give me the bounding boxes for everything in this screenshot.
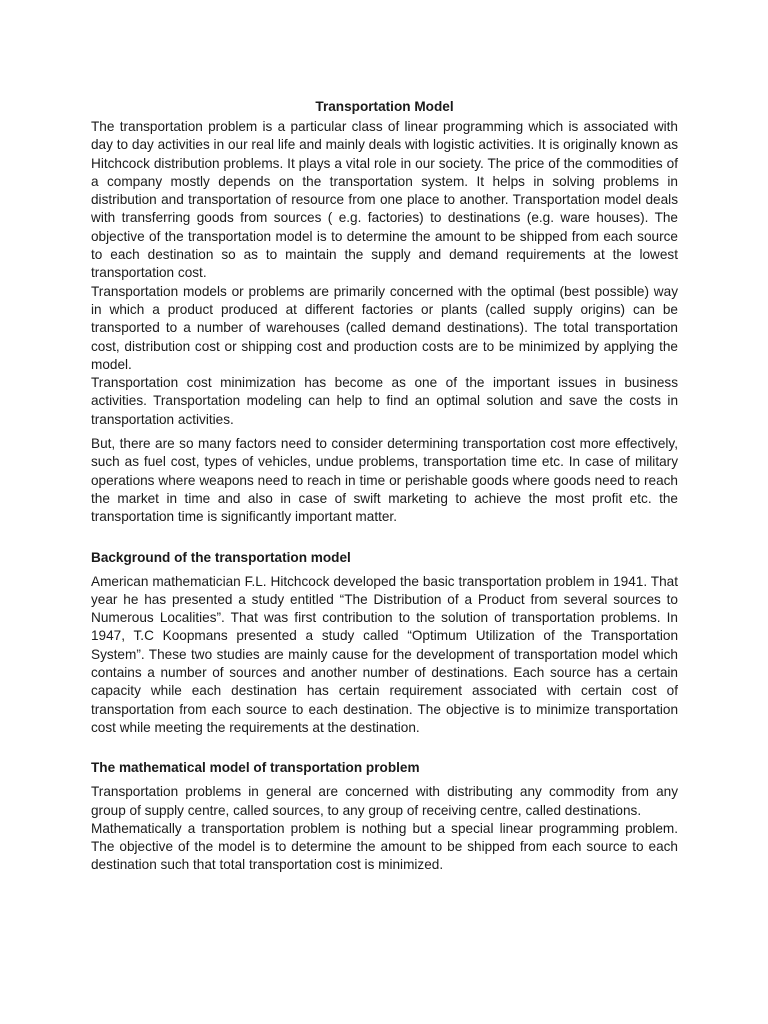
document-page <box>91 98 678 875</box>
background-heading: Background of the transportation model <box>91 549 351 565</box>
intro-paragraph-1: The transportation problem is a particular class of linear programming which is associated with day to day activities in our real life and mainly deals with logistic activities. It is originally known as Hitchcock distribution problems. It plays a vital role in our society. The price of the commodities of a company mostly depends on the transportation system. It helps in solving problems in distribution and transportation of resource from one place to another. Transportation model deals with transferring goods from sources ( e.g. factories) to destinations (e.g. ware houses). The objective of the transportation model is to determine the amount to be shipped from each source to each destination so as to maintain the supply and demand requirements at the lowest transportation cost. <box>91 119 678 281</box>
math-model-paragraph-1: Transportation problems in general are concerned with distributing any commodity from any group of supply centre, called sources, to any group of receiving centre, called destinations. <box>91 784 678 818</box>
math-model-heading: The mathematical model of transportation problem <box>91 760 420 776</box>
intro-paragraph-4: But, there are so many factors need to consider determining transportation cost more effectively, such as fuel cost, types of vehicles, undue problems, transportation time etc. In case of military operations where weapons need to reach in time or perishable goods where goods need to reach the market in time and also in case of swift marketing to achieve the most profit etc. the transportation time is significantly important matter. <box>91 436 678 525</box>
background-paragraph: American mathematician F.L. Hitchcock developed the basic transportation problem in 1941. That year he has presented a study entitled “The Distribution of a Product from several sources to Numerous Localities”. That was first contribution to the solution of transportation problems. In 1947, T.C Koopmans presented a study called “Optimum Utilization of the Transportation System”. These two studies are mainly cause for the development of transportation model which contains a number of sources and another number of destinations. Each source has a certain capacity while each destination has certain requirement associated with certain cost of transportation from each source to each destination. The objective is to minimize transportation cost while meeting the requirements at the destination. <box>91 573 678 735</box>
intro-paragraph-3: Transportation cost minimization has become as one of the important issues in business activities. Transportation modeling can help to find an optimal solution and save the costs in transportation activities. <box>91 375 678 427</box>
math-model-paragraph-2: Mathematically a transportation problem is nothing but a special linear programming problem. The objective of the model is to determine the amount to be shipped from each source to each destination such that total transportation cost is minimized. <box>91 820 678 873</box>
document-title: Transportation Model <box>315 99 454 114</box>
intro-paragraph-2: Transportation models or problems are primarily concerned with the optimal (best possible) way in which a product produced at different factories or plants (called supply origins) can be transported to a number of warehouses (called demand destinations). The total transportation cost, distribution cost or shipping cost and production costs are to be minimized by applying the model. <box>91 283 678 372</box>
